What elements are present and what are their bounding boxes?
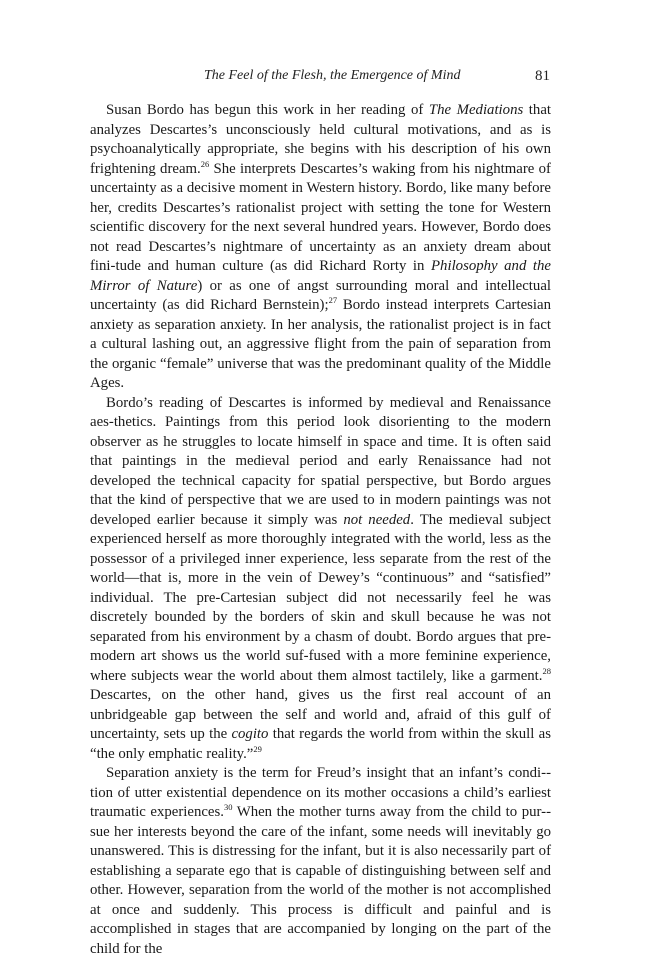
text-run: She interprets Descartes’s waking from his nightmare of uncertainty as a decisive moment in Western history. Bordo, like many before her, credits Descartes’s rationalist project with setting the tone for Western scientific discovery for the next several hundred years. However, Bordo does not read Descartes’s nightmare of uncertainty as an anxiety dream about fini-tude and human culture (as did Richard Rorty in (90, 160, 551, 274)
footnote-ref: 29 (253, 743, 262, 754)
footnote-ref: 30 (223, 802, 233, 812)
text-run: Descartes, on the other hand, gives us the first real account of an unbridgeable gap between the self and world and, afraid of this gulf of uncertainty, sets up the (90, 687, 551, 742)
text-run: that regards the world from within the skull as “the only emphatic reality.” (90, 726, 551, 762)
italic-text: The Mediations (428, 102, 524, 118)
paragraph-3 (90, 764, 551, 959)
footnote-ref: 26 (200, 158, 210, 169)
text-run: When the mother turns away from the child to pur-sue her interests beyond the care of the infant, some needs will inevitably go unanswered. This is distressing for the infant, but it is also necessarily part of establishing a separate ego that is capable of distinguishing between self and other. However, separation from the world of the mother is not accomplished at once and suddenly. This process is difficult and painful and is accomplished in stages that are accompanied by longing on the part of the child for the (90, 804, 551, 957)
body-text (90, 101, 551, 959)
running-title: The Feel of the Flesh, the Emergence of Mind (204, 68, 461, 83)
italic-text: cogito (231, 726, 269, 742)
running-header (90, 66, 550, 86)
text-run: ) or as one of angst surrounding moral and intellectual uncertainty (as did Richard Bernstein); (90, 277, 551, 313)
text-run: Bordo instead interprets Cartesian anxiety as separation anxiety. In her analysis, the rationalist project is in fact a cultural lashing out, an aggressive flight from the pain of separation from the organic “female” universe that was the predominant quality of the Middle Ages. (90, 297, 551, 391)
text-run: Susan Bordo has begun this work in her reading of (106, 102, 429, 118)
footnote-ref: 27 (328, 295, 338, 305)
page-number: 81 (535, 68, 550, 84)
paragraph-1 (90, 101, 551, 394)
italic-text: Philosophy and the Mirror of Nature (90, 258, 552, 294)
paragraph-2 (90, 394, 551, 765)
italic-text: not needed (343, 511, 411, 528)
footnote-ref: 28 (542, 665, 551, 676)
text-run: that analyzes Descartes’s unconsciously held cultural motivations, and as is psychoanalytically appropriate, she begins with his description of his own frightening dream. (90, 102, 551, 177)
text-run: Separation anxiety is the term for Freud’s insight that an infant’s condi-tion of utter existential dependence on its mother occasions a child’s earliest traumatic experiences. (90, 765, 551, 820)
text-run: Bordo’s reading of Descartes is informed by medieval and Renaissance aes-thetics. Paintings from this period look disorienting to the modern observer as he struggles to locate himself in space and time. It is often said that paintings in the medieval period and early Renaissance had not developed the technical capacity for spatial perspective, but Bordo argues that the kind of perspective that we are used to in modern paintings was not developed earlier because it simply was (90, 394, 551, 528)
text-run: . The medieval subject experienced herself as more thoroughly integrated with the world, less as the possessor of a privileged inner experience, less separate from the rest of the world—that is, more in the vein of Dewey’s “continuous” and “satisfied” individual. The pre-Cartesian subject did not necessarily feel he was discretely bounded by the borders of skin and skull because he was not separated from his environment by a chasm of doubt. Bordo argues that pre-modern art shows us the world suf-fused with a more feminine experience, where subjects wear the world about them almost tactilely, like a garment. (90, 511, 551, 684)
